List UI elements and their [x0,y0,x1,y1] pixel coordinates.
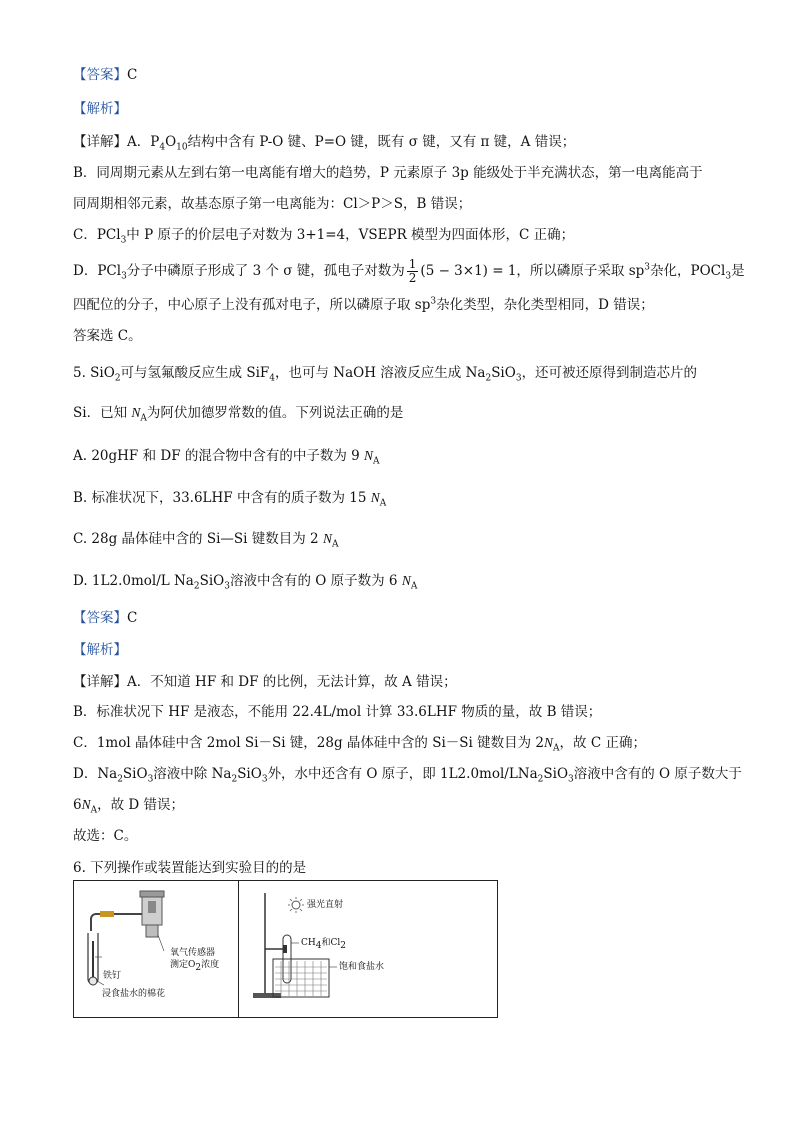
nail-label: 铁钉 [103,971,122,981]
q4-detail-line-4: C．PCl$_3$中 P 原子的价层电子对数为 3+1=4，VSEPR 模型为四面体形，C 正确； [73,227,575,246]
answer-value: C [127,67,138,83]
brine-label: 饱和食盐水 [339,962,385,972]
answer-tag: 【答案】 [73,610,127,626]
q5-option-b: B. 标准状况下，33.6LHF 中含有的质子数为 15 $N_A$ [73,490,387,509]
q4-analysis-tag: 【解析】 [73,101,127,117]
q6-figure [73,880,498,1018]
q5-stem-line-1: 5. SiO$_2$可与氢氟酸反应生成 SiF$_4$，也可与 NaOH 溶液反应生成 $Na_2SiO_3$，还可被还原得到制造芯片的 [73,365,698,384]
answer-value: C [127,610,138,626]
q4-conclusion: 答案选 C。 [73,328,142,344]
detail-tag: 【详解】 [73,674,127,690]
q5-detail-line-2: B．标准状况下 HF 是液态，不能用 22.4L/mol 计算 33.6LHF 物质的量，故 B 错误； [73,704,602,720]
q4-detail-line-1: 【详解】A．$P_4O_{10}$结构中含有 P-O 键、P=O 键，既有 σ 键，又有 π 键，A 错误； [73,134,576,153]
cotton-label: 浸食盐水的棉花 [102,989,166,999]
q5-conclusion: 故选：C。 [73,828,138,844]
q5-detail-line-1: 【详解】A．不知道 HF 和 DF 的比例，无法计算，故 A 错误； [73,674,457,690]
q4-answer-line [73,66,137,84]
answer-tag: 【答案】 [73,67,127,83]
q4-detail-line-2: B．同周期元素从左到右第一电离能有增大的趋势，P 元素原子 3p 能级处于半充满状态，第一电离能高于 [73,165,703,181]
sensor-label-2: 测定$O_2$浓度 [170,960,220,973]
q5-option-a: A. 20gHF 和 DF 的混合物中含有的中子数为 9 $N_A$ [73,448,380,467]
detail-tag: 【详解】 [73,134,127,150]
gas-label: $CH_4$和$Cl_2$ [301,938,346,951]
q5-detail-line-5: $6N_A$，故 D 错误； [73,797,185,816]
sensor-label-1: 氧气传感器 [170,948,216,958]
fraction: $\frac{1}{2}$ [408,257,417,285]
q5-detail-line-3: C．1mol 晶体硅中含 2mol Si－Si 键，28g 晶体硅中含的 Si－Si 键数目为 $2N_A$，故 C 正确； [73,735,646,754]
q4-detail-line-3: 同周期相邻元素，故基态原子第一电离能为：Cl＞P＞S，B 错误； [73,196,472,212]
q6-stem: 6. 下列操作或装置能达到实验目的的是 [73,860,307,876]
q4-detail-line-6: 四配位的分子，中心原子上没有孤对电子，所以磷原子取 $sp^3$杂化类型，杂化类型相同，D 错误； [73,296,654,313]
q5-stem-line-2: Si．已知 $N_A$为阿伏加德罗常数的值。下列说法正确的是 [73,405,404,424]
q5-detail-line-4: D．$Na_2SiO_3$溶液中除 $Na_2SiO_3$外，水中还含有 O 原子，即 1L2.0mol/LNa$_2$SiO$_3$溶液中含有的 O 原子数大于 [73,766,742,785]
q5-option-d: D. 1L2.0mol/L $Na_2SiO_3$溶液中含有的 O 原子数为 6 $N_A$ [73,573,418,592]
q5-option-c: C. 28g 晶体硅中含的 Si—Si 键数目为 2 $N_A$ [73,531,339,550]
q4-detail-line-5: D．PCl$_3$分子中磷原子形成了 3 个 σ 键，孤电子对数为 $\frac{1}{2}$ (5 − 3×1) = 1，所以磷原子采取 $sp^3$杂化，POCl$_3$是 [73,257,745,285]
q5-analysis-tag: 【解析】 [73,642,127,658]
methane-chlorine-apparatus [239,881,497,1017]
q5-answer-line [73,609,137,627]
light-label: 强光直射 [307,900,344,910]
